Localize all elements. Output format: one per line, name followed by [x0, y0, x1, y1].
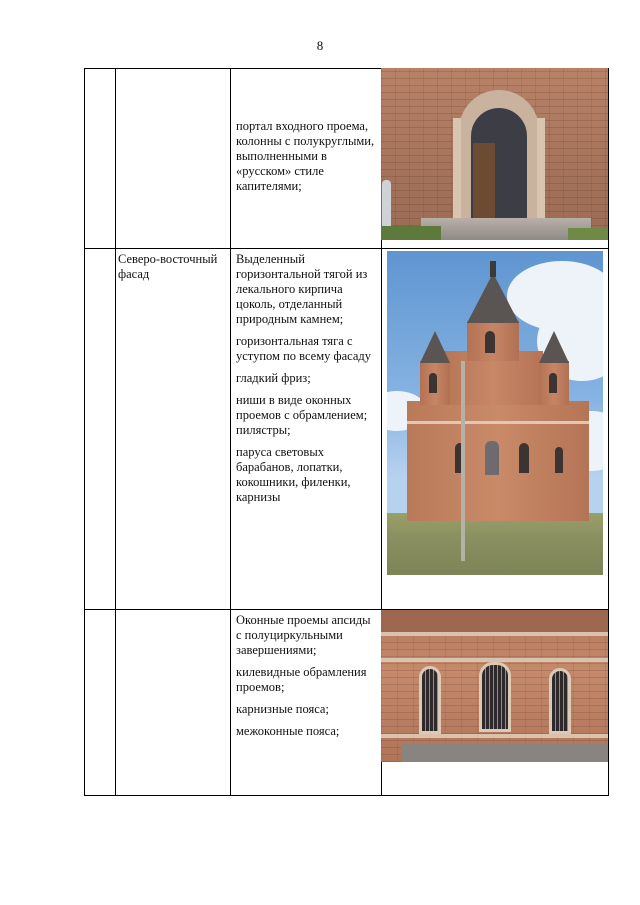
table-row	[236, 119, 378, 201]
facade-name: Северо-восточный фасад	[118, 252, 218, 281]
feature-text: Оконные проемы апсиды с полуциркульными завершениями;	[236, 613, 371, 657]
feature-text: килевидные обрамления проемов;	[236, 665, 367, 694]
table-col-line	[230, 68, 231, 796]
feature-text: портал входного проема, колонны с полукруглыми, выполненными в «русском» стиле капителями;	[236, 119, 375, 193]
table-row	[236, 252, 378, 512]
table-border-left	[84, 68, 85, 796]
table-border-right	[608, 68, 609, 796]
northeast-facade-photo-icon	[387, 251, 603, 575]
table-row-line	[84, 248, 609, 249]
table-border-bottom	[84, 795, 609, 796]
apse-windows-photo-icon	[381, 610, 608, 762]
description-table	[84, 68, 609, 796]
feature-text: гладкий фриз;	[236, 371, 311, 385]
feature-text: Выделенный горизонтальной тягой из лекального кирпича цоколь, отделанный природным камнем;	[236, 252, 368, 326]
feature-text: карнизные пояса;	[236, 702, 329, 716]
feature-text: ниши в виде оконных проемов с обрамлением; пилястры;	[236, 393, 368, 437]
table-col-line	[115, 68, 116, 796]
table-row	[236, 613, 378, 746]
feature-text: горизонтальная тяга с уступом по всему фасаду	[236, 334, 372, 363]
page-number: 8	[316, 38, 324, 53]
portal-photo-icon	[381, 68, 608, 240]
feature-text: межоконные пояса;	[236, 724, 340, 738]
feature-text: паруса световых барабанов, лопатки, кокошники, филенки, карнизы	[236, 445, 351, 504]
